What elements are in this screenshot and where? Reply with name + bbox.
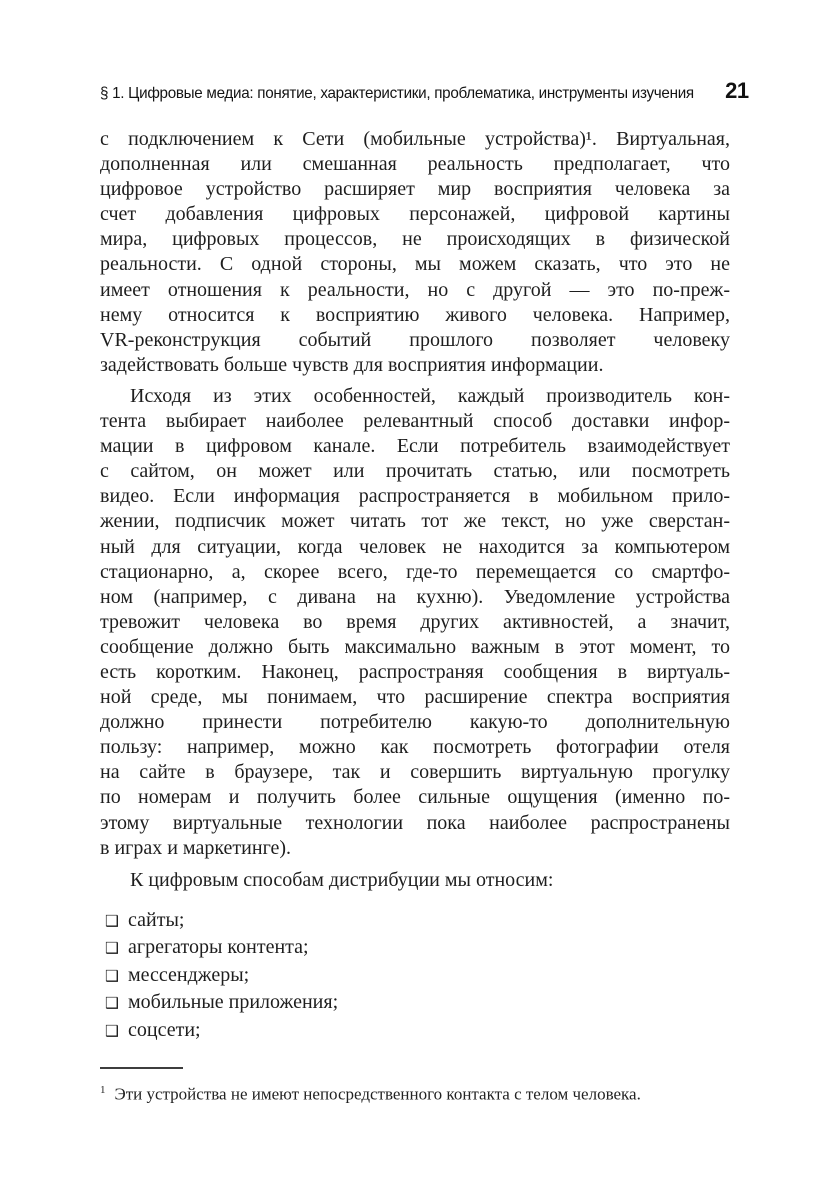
checkbox-bullet-icon: ❑ <box>105 994 119 1013</box>
running-head <box>100 78 749 104</box>
distribution-list <box>100 907 730 1045</box>
page-number: 21 <box>725 78 749 103</box>
list-item <box>100 934 730 962</box>
footnote-area <box>100 1067 730 1106</box>
checkbox-bullet-icon: ❑ <box>105 939 119 958</box>
footnote-marker: 1 <box>100 1084 106 1096</box>
text-line: имеет отношения к реальности, но с другой — это по-преж- <box>100 278 730 301</box>
list-item-label: мобильные приложения; <box>128 991 339 1014</box>
text-line: тента выбирает наиболее релевантный способ доставки инфор- <box>100 410 730 433</box>
footnote <box>100 1079 730 1106</box>
text-line: мации в цифровом канале. Если потребитель взаимодействует <box>100 435 730 458</box>
text-line: по номерам и получить более сильные ощущения (именно по- <box>100 786 730 809</box>
text-line: с сайтом, он может или прочитать статью, или посмотреть <box>100 460 730 483</box>
list-item-label: агрегаторы контента; <box>128 936 309 959</box>
text-line: стационарно, а, скорее всего, где-то перемещается со смартфо- <box>100 560 730 583</box>
footnote-separator <box>100 1067 183 1069</box>
list-item-label: мессенджеры; <box>128 963 250 986</box>
text-line: есть коротким. Наконец, распространяя сообщения в виртуаль- <box>100 660 730 683</box>
text-line: в играх и маркетинге). <box>100 836 292 859</box>
list-item <box>100 962 730 990</box>
list-item <box>100 907 730 935</box>
page-body <box>100 127 730 1044</box>
text-line: ной среде, мы понимаем, что расширение спектра восприятия <box>100 686 730 709</box>
text-line: тревожит человека во время других активностей, а значит, <box>100 610 730 633</box>
paragraph-continuation <box>100 127 730 378</box>
text-line: с подключением к Сети (мобильные устройства)¹. Виртуальная, <box>100 128 730 150</box>
text-line: сообщение должно быть максимально важным в этот момент, то <box>100 635 730 658</box>
text-line: должно принести потребителю какую-то дополнительную <box>100 711 730 734</box>
text-line: счет добавления цифровых персонажей, цифровой картины <box>100 203 730 226</box>
text-line: ный для ситуации, когда человек не находится за компьютером <box>100 535 730 558</box>
list-item <box>100 989 730 1017</box>
footnote-text: Эти устройства не имеют непосредственного контакта с телом человека. <box>114 1084 641 1104</box>
text-line: Исходя из этих особенностей, каждый производитель кон- <box>130 384 730 407</box>
list-item-label: сайты; <box>128 908 185 931</box>
text-line: на сайте в браузере, так и совершить виртуальную прогулку <box>100 761 730 784</box>
text-line: этому виртуальные технологии пока наиболее распространены <box>100 811 730 834</box>
list-item-label: соцсети; <box>128 1018 201 1041</box>
text-line: видео. Если информация распространяется в мобильном прило- <box>100 485 730 508</box>
text-line: дополненная или смешанная реальность предполагает, что <box>100 153 730 176</box>
text-line: VR-реконструкция событий прошлого позволяет человеку <box>100 328 730 351</box>
text-line: ном (например, с дивана на кухню). Уведомление устройства <box>100 585 730 608</box>
checkbox-bullet-icon: ❑ <box>105 966 119 985</box>
text-line: пользу: например, можно как посмотреть фотографии отеля <box>100 736 730 759</box>
text-line: жении, подписчик может читать тот же текст, но уже сверстан- <box>100 510 730 533</box>
checkbox-bullet-icon: ❑ <box>105 1021 119 1040</box>
text-line: нему относится к восприятию живого человека. Например, <box>100 303 730 326</box>
chapter-header: § 1. Цифровые медиа: понятие, характеристики, проблематика, инструменты изучения <box>100 85 694 102</box>
checkbox-bullet-icon: ❑ <box>105 911 119 930</box>
text-line: цифровое устройство расширяет мир восприятия человека за <box>100 178 730 201</box>
paragraph <box>100 384 730 861</box>
list-item <box>100 1017 730 1045</box>
text-line: мира, цифровых процессов, не происходящих в физической <box>100 228 730 251</box>
list-intro-line: К цифровым способам дистрибуции мы относим: <box>130 868 554 891</box>
text-line: реальности. С одной стороны, мы можем сказать, что это не <box>100 253 730 276</box>
text-line: задействовать больше чувств для восприятия информации. <box>100 353 604 376</box>
